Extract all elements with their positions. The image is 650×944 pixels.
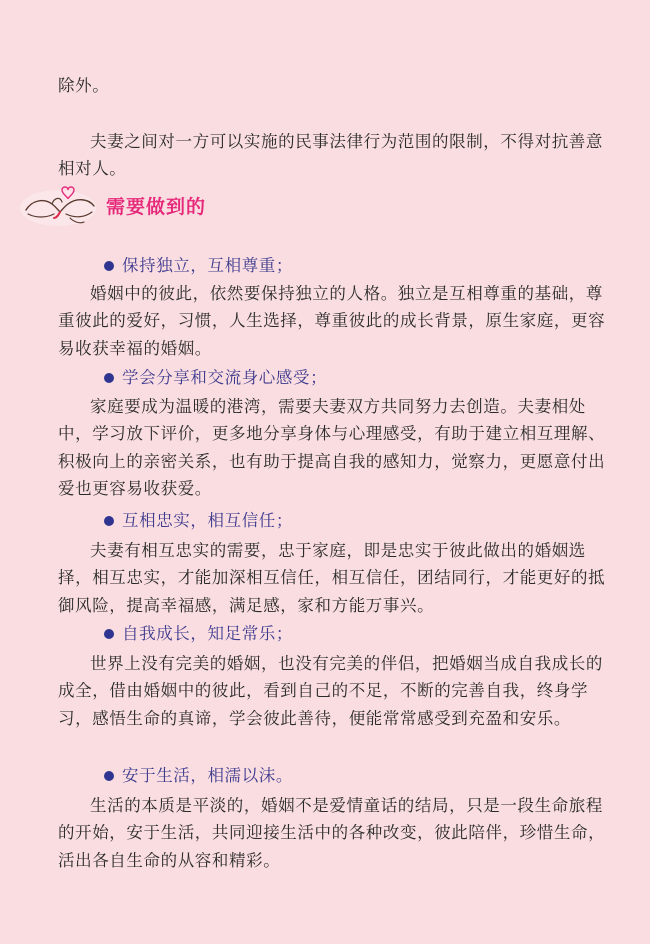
- bullet-label: 保持独立，互相尊重；: [122, 256, 293, 275]
- bullet-dot-icon: [104, 261, 114, 271]
- bullet-dot-icon: [104, 373, 114, 383]
- section-title: 需要做到的: [106, 195, 207, 218]
- bullet-label: 安于生活，相濡以沫。: [122, 766, 293, 785]
- bullet-item-3: [104, 507, 293, 534]
- bullet-item-5: [104, 762, 293, 789]
- bullet-dot-icon: [104, 629, 114, 639]
- bullet-label: 互相忠实，相互信任；: [122, 511, 293, 530]
- item-body-3: 夫妻有相互忠实的需要，忠于家庭，即是忠实于彼此做出的婚姻选择，相互忠实，才能加深相互信任，相互信任，团结同行，才能更好的抵御风险，提高幸福感，满足感，家和方能万事兴。: [58, 541, 606, 615]
- bullet-dot-icon: [104, 516, 114, 526]
- bullet-item-4: [104, 620, 293, 647]
- intro-paragraph: 夫妻之间对一方可以实施的民事法律行为范围的限制，不得对抗善意相对人。: [58, 132, 603, 179]
- bullet-label: 自我成长，知足常乐；: [122, 624, 293, 643]
- item-body-2: 家庭要成为温暖的港湾，需要夫妻双方共同努力去创造。夫妻相处中，学习放下评价，更多地分享身体与心理感受，有助于建立相互理解、积极向上的亲密关系，也有助于提高自我的感知力，觉察力，更愿意付出爱也更容易收获爱。: [58, 397, 606, 499]
- bullet-item-1: [104, 252, 293, 279]
- intro-fragment: 除外。: [58, 76, 110, 95]
- bullet-dot-icon: [104, 771, 114, 781]
- item-body-5: 生活的本质是平淡的，婚姻不是爱情童话的结局，只是一段生命旅程的开始，安于生活，共同迎接生活中的各种改变，彼此陪伴，珍惜生命，活出各自生命的从容和精彩。: [58, 796, 606, 870]
- bullet-item-2: [104, 364, 327, 391]
- item-body-1: 婚姻中的彼此，依然要保持独立的人格。独立是互相尊重的基础，尊重彼此的爱好，习惯，人生选择，尊重彼此的成长背景，原生家庭，更容易收获幸福的婚姻。: [58, 284, 606, 358]
- bullet-label: 学会分享和交流身心感受；: [122, 368, 328, 387]
- section-heading: [18, 180, 206, 230]
- item-body-4: 世界上没有完美的婚姻，也没有完美的伴侣，把婚姻当成自我成长的成全，借由婚姻中的彼此，看到自己的不足，不断的完善自我，终身学习，感悟生命的真谛，学会彼此善待，便能常常感受到充盈和安乐。: [58, 654, 603, 728]
- pinky-promise-hands-icon: [18, 180, 102, 230]
